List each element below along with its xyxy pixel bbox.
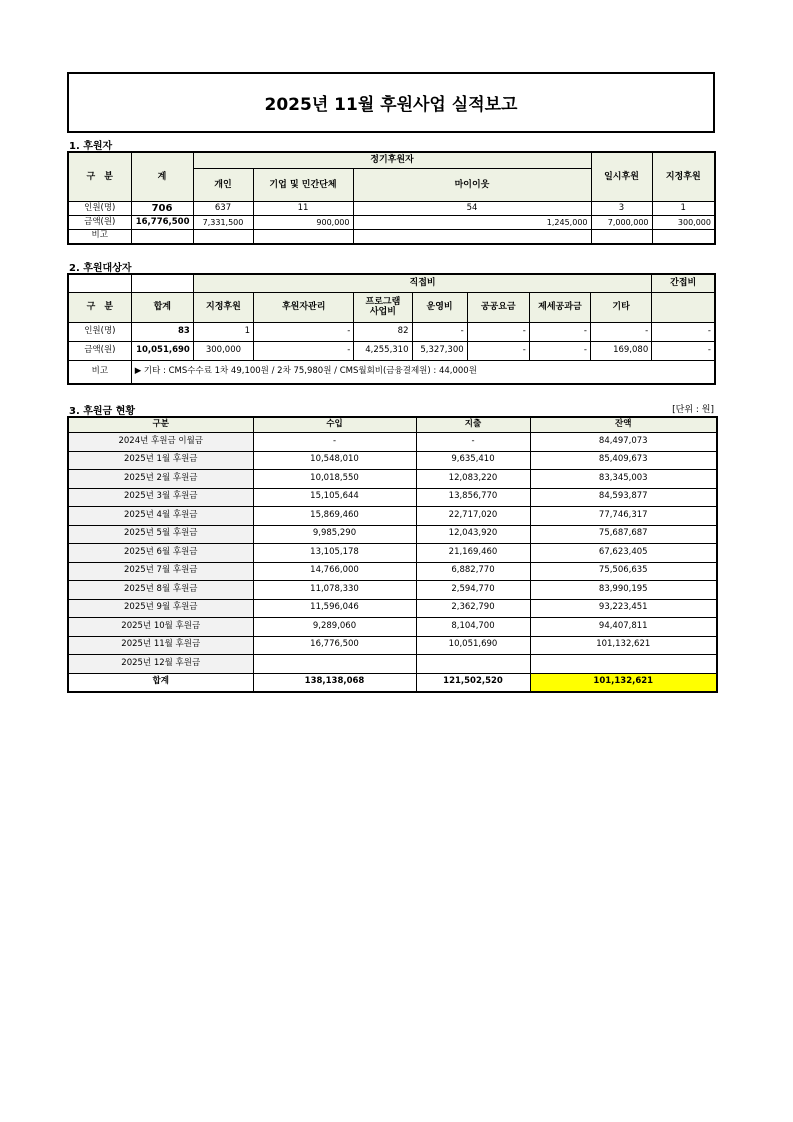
myneighbor-count: 54: [353, 202, 591, 216]
header-other: 기타: [591, 292, 652, 322]
header-onetime: 일시후원: [591, 152, 652, 202]
corporate-amount: 900,000: [253, 216, 353, 230]
income-value: 9,985,290: [253, 525, 416, 544]
balance-value: 84,593,877: [530, 488, 717, 507]
header-corporate: 기업 및 민간단체: [253, 169, 353, 202]
total-balance: 101,132,621: [530, 673, 717, 692]
donor-mgmt-amount: -: [254, 341, 354, 360]
utility-amount: -: [467, 341, 529, 360]
expense-value: 21,169,460: [416, 544, 530, 563]
header-total: 계: [131, 152, 193, 202]
expense-value: 6,882,770: [416, 562, 530, 581]
table-row: [68, 470, 717, 489]
header-balance: 잔액: [530, 417, 717, 433]
table-row: [68, 322, 715, 341]
table-row: [68, 216, 715, 230]
row-label: 비고: [68, 230, 131, 244]
total-row: [68, 673, 717, 692]
row-label: 인원(명): [68, 322, 131, 341]
expense-value: 8,104,700: [416, 618, 530, 637]
month-label: 2025년 6월 후원금: [68, 544, 253, 563]
other-amount: 169,080: [591, 341, 652, 360]
month-label: 2025년 10월 후원금: [68, 618, 253, 637]
income-value: 15,869,460: [253, 507, 416, 526]
designated-count: 1: [652, 202, 715, 216]
balance-value: 84,497,073: [530, 433, 717, 452]
month-label: 2025년 1월 후원금: [68, 451, 253, 470]
header-individual: 개인: [193, 169, 253, 202]
table-row: [68, 618, 717, 637]
note-label: 비고: [68, 360, 131, 384]
header-total: 합계: [131, 292, 193, 322]
total-expense: 121,502,520: [416, 673, 530, 692]
header-income: 수입: [253, 417, 416, 433]
header-operating: 운영비: [412, 292, 467, 322]
month-label: 2025년 4월 후원금: [68, 507, 253, 526]
income-value: -: [253, 433, 416, 452]
balance-value: 67,623,405: [530, 544, 717, 563]
header-utility: 공공요금: [467, 292, 529, 322]
month-label: 2025년 8월 후원금: [68, 581, 253, 600]
header-tax: 제세공과금: [529, 292, 590, 322]
month-label: 2025년 11월 후원금: [68, 636, 253, 655]
note-row: [68, 360, 715, 384]
program-count: 82: [354, 322, 412, 341]
total-amount: 10,051,690: [131, 341, 193, 360]
donor-mgmt-count: -: [254, 322, 354, 341]
balance-value: 75,687,687: [530, 525, 717, 544]
month-label: 2025년 7월 후원금: [68, 562, 253, 581]
income-value: 15,105,644: [253, 488, 416, 507]
section2-heading: 2. 후원대상자: [69, 263, 132, 274]
table-row: [68, 507, 717, 526]
header-designated: 지정후원: [652, 152, 715, 202]
header-regular-donors: 정기후원자: [193, 152, 591, 169]
income-value: [253, 655, 416, 674]
other-count: -: [591, 322, 652, 341]
income-value: 13,105,178: [253, 544, 416, 563]
table-row: [68, 433, 717, 452]
unit-label: [단위 : 원]: [672, 405, 714, 415]
balance-value: 77,746,317: [530, 507, 717, 526]
tax-amount: -: [529, 341, 590, 360]
header-designated: 지정후원: [193, 292, 253, 322]
balance-value: 94,407,811: [530, 618, 717, 637]
header-donor-mgmt: 후원자관리: [254, 292, 354, 322]
operating-count: -: [412, 322, 467, 341]
note-text: ▶ 기타 : CMS수수료 1차 49,100원 / 2차 75,980원 / CMS월회비(금융결제원) : 44,000원: [131, 360, 715, 384]
header-gubun: 구 분: [68, 152, 131, 202]
balance-value: 83,345,003: [530, 470, 717, 489]
income-value: 11,596,046: [253, 599, 416, 618]
corporate-count: 11: [253, 202, 353, 216]
expense-value: -: [416, 433, 530, 452]
expense-value: [416, 655, 530, 674]
month-label: 2025년 9월 후원금: [68, 599, 253, 618]
table-row: [68, 488, 717, 507]
page-title: 2025년 11월 후원사업 실적보고: [67, 72, 715, 133]
table-row: [68, 525, 717, 544]
table-row: [68, 202, 715, 216]
header-expense: 지출: [416, 417, 530, 433]
indirect-amount: -: [652, 341, 715, 360]
month-label: 2025년 12월 후원금: [68, 655, 253, 674]
table-row: [68, 341, 715, 360]
expense-value: 12,083,220: [416, 470, 530, 489]
operating-amount: 5,327,300: [412, 341, 467, 360]
expense-value: 13,856,770: [416, 488, 530, 507]
table-row: [68, 230, 715, 244]
income-value: 11,078,330: [253, 581, 416, 600]
income-value: 10,548,010: [253, 451, 416, 470]
income-value: 16,776,500: [253, 636, 416, 655]
expense-value: 2,362,790: [416, 599, 530, 618]
designated-count: 1: [193, 322, 253, 341]
program-amount: 4,255,310: [354, 341, 412, 360]
table-row: [68, 451, 717, 470]
table-row: [68, 562, 717, 581]
total-count: 83: [131, 322, 193, 341]
total-count: 706: [131, 202, 193, 216]
income-value: 9,289,060: [253, 618, 416, 637]
header-program-line1: 프로그램: [365, 296, 401, 307]
header-program-line2: 사업비: [369, 307, 396, 317]
balance-value: 101,132,621: [530, 636, 717, 655]
row-label: 금액(원): [68, 216, 131, 230]
balance-value: 93,223,451: [530, 599, 717, 618]
myneighbor-amount: 1,245,000: [353, 216, 591, 230]
donor-table: [67, 151, 716, 245]
table-row: [68, 544, 717, 563]
total-income: 138,138,068: [253, 673, 416, 692]
expense-value: 12,043,920: [416, 525, 530, 544]
income-value: 10,018,550: [253, 470, 416, 489]
recipient-table: [67, 273, 716, 385]
balance-value: [530, 655, 717, 674]
section3-heading: 3. 후원금 현황: [69, 406, 136, 417]
month-label: 2024년 후원금 이월금: [68, 433, 253, 452]
designated-amount: 300,000: [193, 341, 253, 360]
table-row: [68, 599, 717, 618]
header-program: [354, 292, 412, 322]
fund-status-table: [67, 416, 718, 693]
expense-value: 9,635,410: [416, 451, 530, 470]
utility-count: -: [467, 322, 529, 341]
header-myneighbor: 마이이웃: [353, 169, 591, 202]
individual-amount: 7,331,500: [193, 216, 253, 230]
indirect-count: -: [652, 322, 715, 341]
designated-amount: 300,000: [652, 216, 715, 230]
onetime-count: 3: [591, 202, 652, 216]
balance-value: 85,409,673: [530, 451, 717, 470]
table-row: [68, 581, 717, 600]
total-amount: 16,776,500: [131, 216, 193, 230]
month-label: 2025년 2월 후원금: [68, 470, 253, 489]
expense-value: 10,051,690: [416, 636, 530, 655]
total-label: 합계: [68, 673, 253, 692]
expense-value: 22,717,020: [416, 507, 530, 526]
month-label: 2025년 3월 후원금: [68, 488, 253, 507]
individual-count: 637: [193, 202, 253, 216]
header-direct: 직접비: [193, 274, 651, 292]
onetime-amount: 7,000,000: [591, 216, 652, 230]
section1-heading: 1. 후원자: [69, 141, 113, 152]
header-indirect: 간접비: [652, 274, 715, 292]
balance-value: 75,506,635: [530, 562, 717, 581]
expense-value: 2,594,770: [416, 581, 530, 600]
row-label: 인원(명): [68, 202, 131, 216]
header-gubun: 구 분: [68, 292, 131, 322]
table-row: [68, 655, 717, 674]
header-gubun: 구분: [68, 417, 253, 433]
balance-value: 83,990,195: [530, 581, 717, 600]
row-label: 금액(원): [68, 341, 131, 360]
tax-count: -: [529, 322, 590, 341]
table-row: [68, 636, 717, 655]
income-value: 14,766,000: [253, 562, 416, 581]
month-label: 2025년 5월 후원금: [68, 525, 253, 544]
